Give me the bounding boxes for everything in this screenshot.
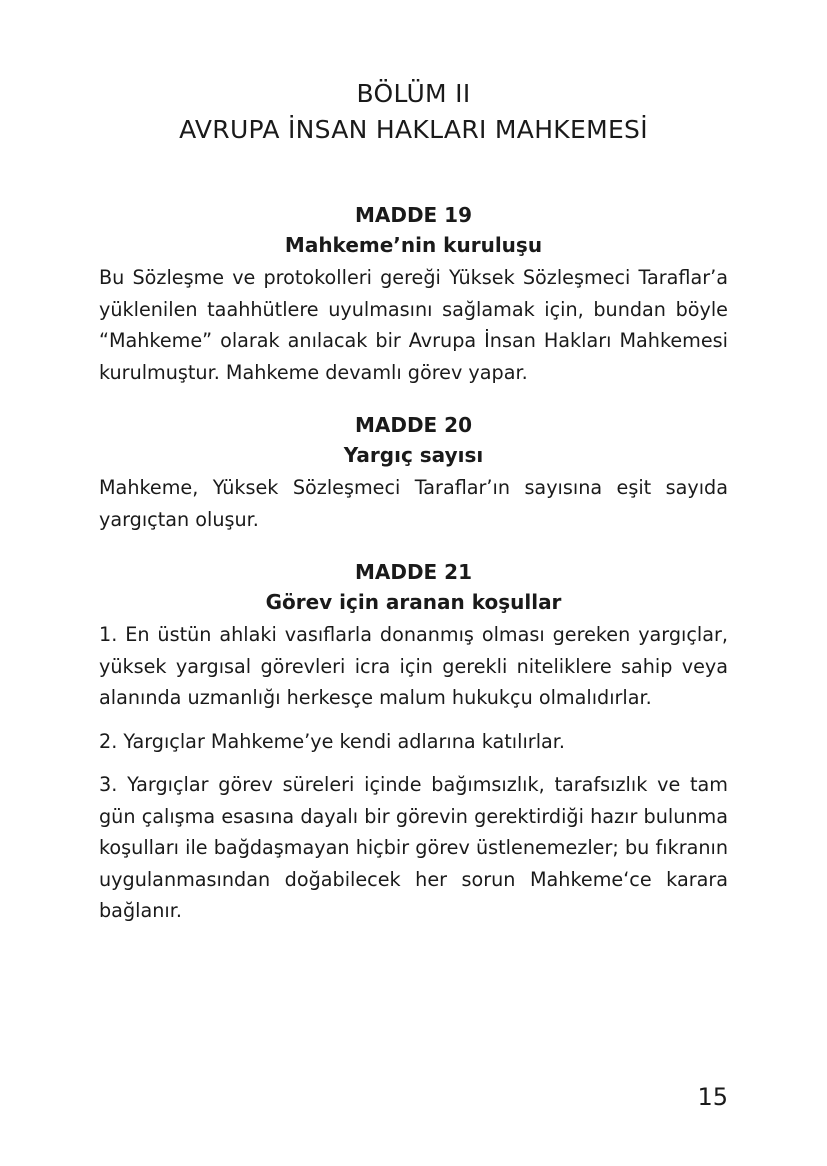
- article-paragraph: 3. Yargıçlar görev süreleri içinde bağımsızlık, tarafsızlık ve tam gün çalışma esasına dayalı bir görevin gerektirdiği hazır bulunma koşulları ile bağdaşmayan hiçbir görev üstlenemezler; bu fıkranın uygulanmasından doğabilecek her sorun Mahkeme‘ce karara bağlanır.: [99, 773, 728, 922]
- chapter-heading: [0, 76, 827, 148]
- article-21: [99, 557, 728, 927]
- article-20: [99, 410, 728, 535]
- chapter-title: AVRUPA İNSAN HAKLARI MAHKEMESİ: [179, 115, 648, 144]
- page-number: 15: [697, 1083, 728, 1111]
- article-paragraph: Mahkeme, Yüksek Sözleşmeci Taraflar’ın sayısına eşit sayıda yargıçtan oluşur.: [99, 476, 728, 531]
- document-body: [99, 200, 728, 949]
- article-paragraph: 1. En üstün ahlaki vasıflarla donanmış olması gereken yargıçlar, yüksek yargısal görevleri icra için gerekli niteliklere sahip veya alanında uzmanlığı herkesçe malum hukukçu olmalıdırlar.: [99, 623, 728, 709]
- article-title: Yargıç sayısı: [343, 443, 484, 467]
- article-number: MADDE 21: [354, 560, 473, 584]
- article-title: Mahkeme’nin kuruluşu: [284, 233, 543, 257]
- article-paragraph: Bu Sözleşme ve protokolleri gereği Yüksek Sözleşmeci Taraflar’a yüklenilen taahhütlere uyulmasını sağlamak için, bundan böyle “Mahkeme” olarak anılacak bir Avrupa İnsan Hakları Mahkemesi kurulmuştur. Mahkeme devamlı görev yapar.: [99, 266, 728, 384]
- article-number: MADDE 20: [354, 413, 473, 437]
- article-paragraph: 2. Yargıçlar Mahkeme’ye kendi adlarına katılırlar.: [99, 729, 566, 753]
- article-title: Görev için aranan koşullar: [265, 590, 562, 614]
- article-number: MADDE 19: [354, 203, 473, 227]
- article-19: [99, 200, 728, 388]
- chapter-number: BÖLÜM II: [356, 79, 471, 108]
